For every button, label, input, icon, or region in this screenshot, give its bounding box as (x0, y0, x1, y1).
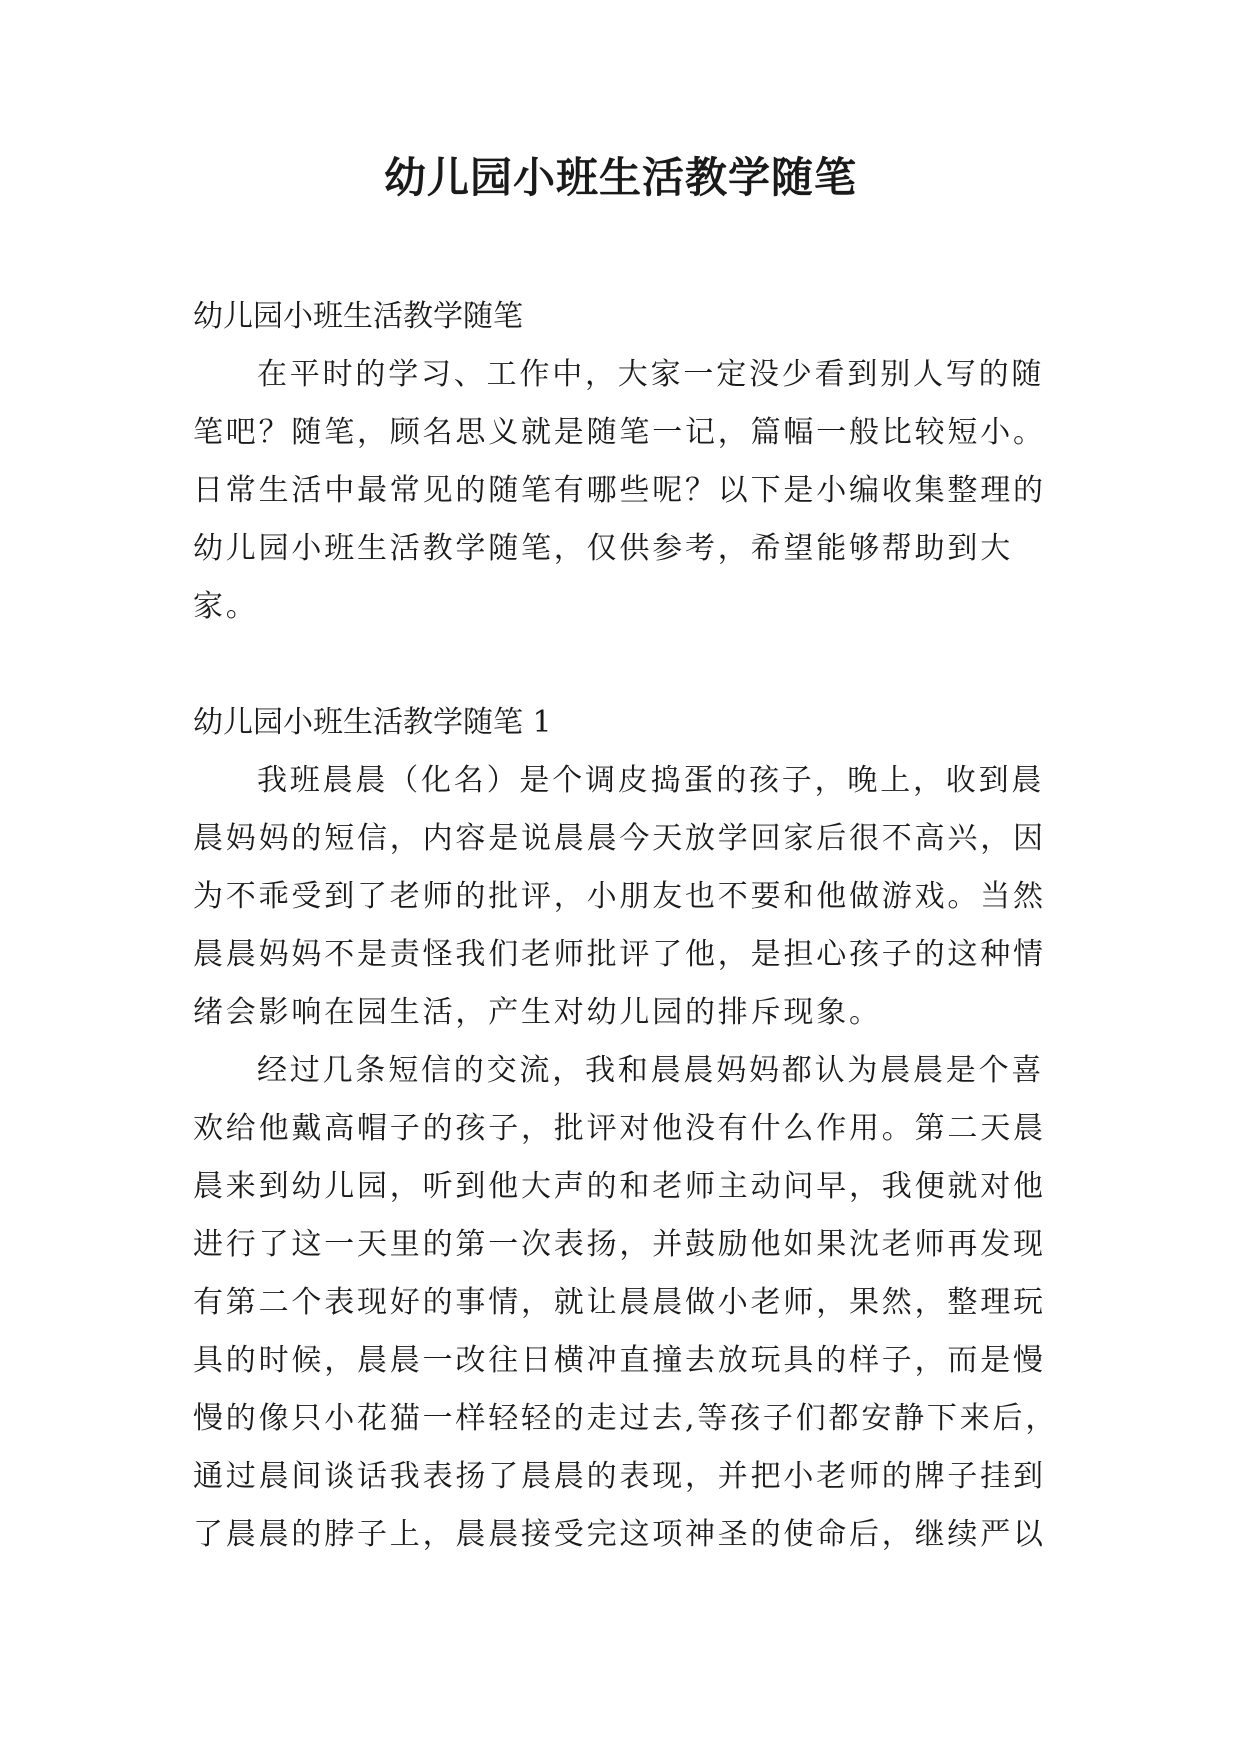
intro-heading: 幼儿园小班生活教学随笔 (193, 299, 523, 334)
section-1-paragraph-1: 我班晨晨（化名）是个调皮捣蛋的孩子，晚上，收到晨晨妈妈的短信，内容是说晨晨今天放学回家后很不高兴，因为不乖受到了老师的批评，小朋友也不要和他做游戏。当然晨晨妈妈不是责怪我们老师批评了他，是担心孩子的这种情绪会影响在园生活，产生对幼儿园的排斥现象。 (193, 763, 1046, 1030)
document-title: 幼儿园小班生活教学随笔 (383, 153, 857, 202)
document-body (193, 288, 1063, 1564)
section-spacer (193, 636, 1063, 694)
intro-paragraph: 在平时的学习、工作中，大家一定没少看到别人写的随笔吧？随笔，顾名思义就是随笔一记，篇幅一般比较短小。日常生活中最常见的随笔有哪些呢？以下是小编收集整理的幼儿园小班生活教学随笔，仅供参考，希望能够帮助到大家。 (193, 357, 1046, 624)
section-1-heading: 幼儿园小班生活教学随笔 1 (193, 705, 552, 740)
section-1-paragraph-2: 经过几条短信的交流，我和晨晨妈妈都认为晨晨是个喜欢给他戴高帽子的孩子，批评对他没有什么作用。第二天晨晨来到幼儿园，听到他大声的和老师主动问早，我便就对他进行了这一天里的第一次表扬，并鼓励他如果沈老师再发现有第二个表现好的事情，就让晨晨做小老师，果然，整理玩具的时候，晨晨一改往日横冲直撞去放玩具的样子，而是慢慢的像只小花猫一样轻轻的走过去,等孩子们都安静下来后，通过晨间谈话我表扬了晨晨的表现，并把小老师的牌子挂到了晨晨的脖子上，晨晨接受完这项神圣的使命后，继续严以 (193, 1053, 1059, 1552)
